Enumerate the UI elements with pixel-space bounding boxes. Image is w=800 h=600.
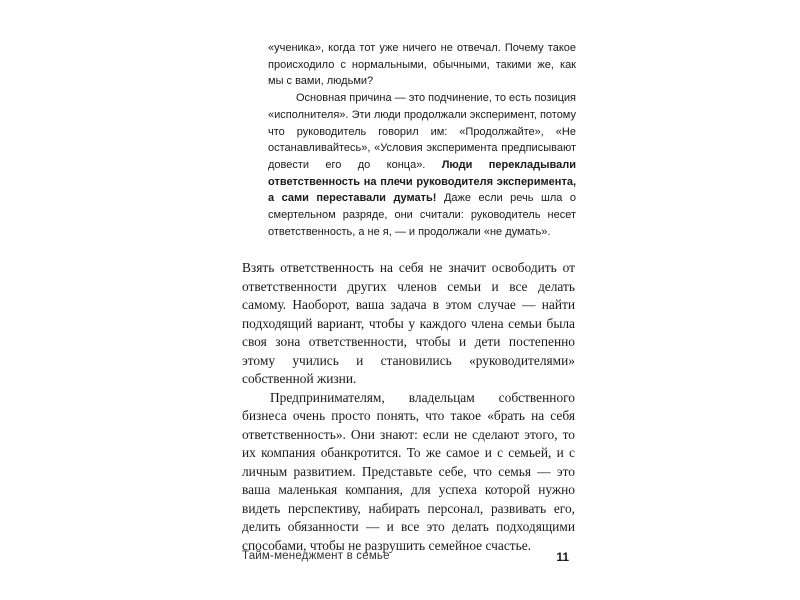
sidebar-paragraph-1-text: «ученика», когда тот уже ничего не отвечал. Почему такое происходило с нормальными, обычными, такими же, как мы с вами, людьми? — [268, 42, 576, 88]
sidebar-paragraph-2-text-end: Даже если речь шла о смертельном разряде, они считали: руководитель несет ответственность, а не я, — и продолжали «не думать». — [268, 192, 576, 238]
sidebar-paragraph-1 — [268, 40, 576, 90]
sidebar-paragraph-2-text-start: Основная причина — это подчинение, то есть позиция «исполнителя». Эти люди продолжали эксперимент, потому что руководитель говорил им: «Продолжайте», «Не останавливайтесь», «Условия эксперимента предписывают довести его до конца». — [268, 92, 576, 171]
sidebar-paragraph-2-bold-text: Люди перекладывали ответственность на плечи руководителя эксперимента, а сами переставали думать! — [268, 158, 576, 205]
page-number: 11 — [556, 550, 569, 564]
page-footer — [242, 550, 575, 566]
sidebar-text-block — [268, 40, 576, 240]
running-title: Тайм-менеджмент в семье — [242, 550, 390, 562]
main-paragraph-2: Предпринимателям, владельцам собственного бизнеса очень просто понять, что такое «брать на себя ответственность». Они знают: если не сделают этого, то их компания обанкротится. То же самое и с семьей, и с личным развитием. Представьте себе, что семья — это ваша маленькая компания, для успеха которой нужно видеть перспективу, набирать персонал, развивать его, делить обязанности — и все это делать подходящими способами, чтобы не разрушить семейное счастье. — [242, 389, 575, 553]
main-paragraph-1: Взять ответственность на себя не значит освободить от ответственности других членов семьи и все делать самому. Наоборот, ваша задача в этом случае — найти подходящий вариант, чтобы у каждого члена семьи была своя зона ответственности, чтобы и дети постепенно этому учились и становились «руководителями» собственной жизни. — [242, 260, 575, 386]
sidebar-paragraph-2 — [268, 90, 576, 240]
main-text-block — [242, 259, 575, 555]
